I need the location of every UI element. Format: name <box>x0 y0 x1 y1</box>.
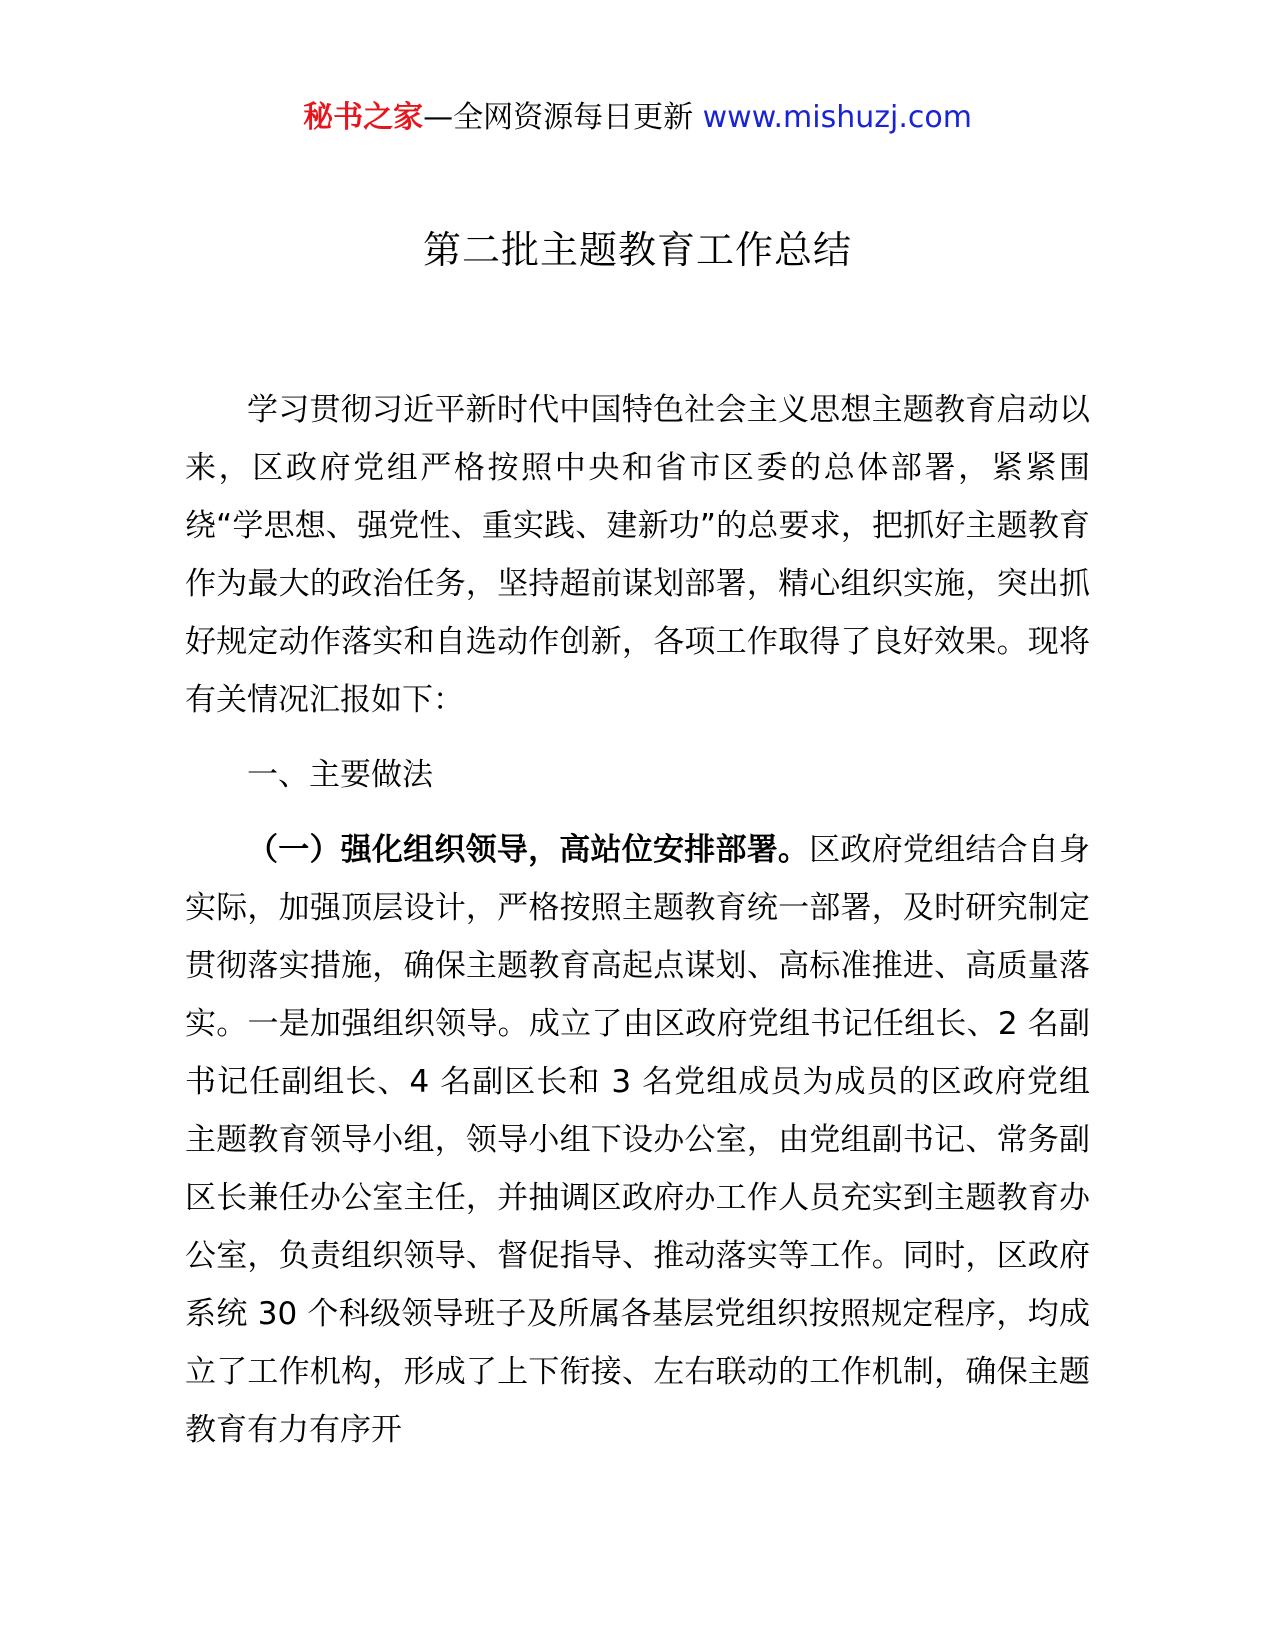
subsection-heading: （一）强化组织领导，高站位安排部署。 <box>247 832 810 868</box>
document-body <box>185 381 1090 1459</box>
intro-paragraph: 学习贯彻习近平新时代中国特色社会主义思想主题教育启动以来，区政府党组严格按照中央和省市区委的总体部署，紧紧围绕“学思想、强党性、重实践、建新功”的总要求，把抓好主题教育作为最大的政治任务，坚持超前谋划部署，精心组织实施，突出抓好规定动作落实和自选动作创新，各项工作取得了良好效果。现将有关情况汇报如下： <box>185 392 1090 718</box>
site-tagline: —全网资源每日更新 <box>423 100 703 135</box>
site-header <box>0 96 1275 140</box>
subsection-text: 区政府党组结合自身实际，加强顶层设计，严格按照主题教育统一部署，及时研究制定贯彻落实措施，确保主题教育高起点谋划、高标准推进、高质量落实。一是加强组织领导。成立了由区政府党组书记任组长、2 名副书记任副组长、4 名副区长和 3 名党组成员为成员的区政府党组主题教育领导小组，领导小组下设办公室，由党组副书记、常务副区长兼任办公室主任，并抽调区政府办工作人员充实到主题教育办公室，负责组织领导、督促指导、推动落实等工作。同时，区政府系统 30 个科级领导班子及所属各基层党组织按照规定程序，均成立了工作机构，形成了上下衔接、左右联动的工作机制，确保主题教育有力有序开 <box>185 832 1091 1448</box>
section-heading: 一、主要做法 <box>247 757 433 793</box>
site-url-link[interactable]: www.mishuzj.com <box>702 100 972 135</box>
document-title: 第二批主题教育工作总结 <box>422 228 852 272</box>
site-brand: 秘书之家 <box>303 100 424 135</box>
subsection-paragraph <box>185 821 1090 1459</box>
